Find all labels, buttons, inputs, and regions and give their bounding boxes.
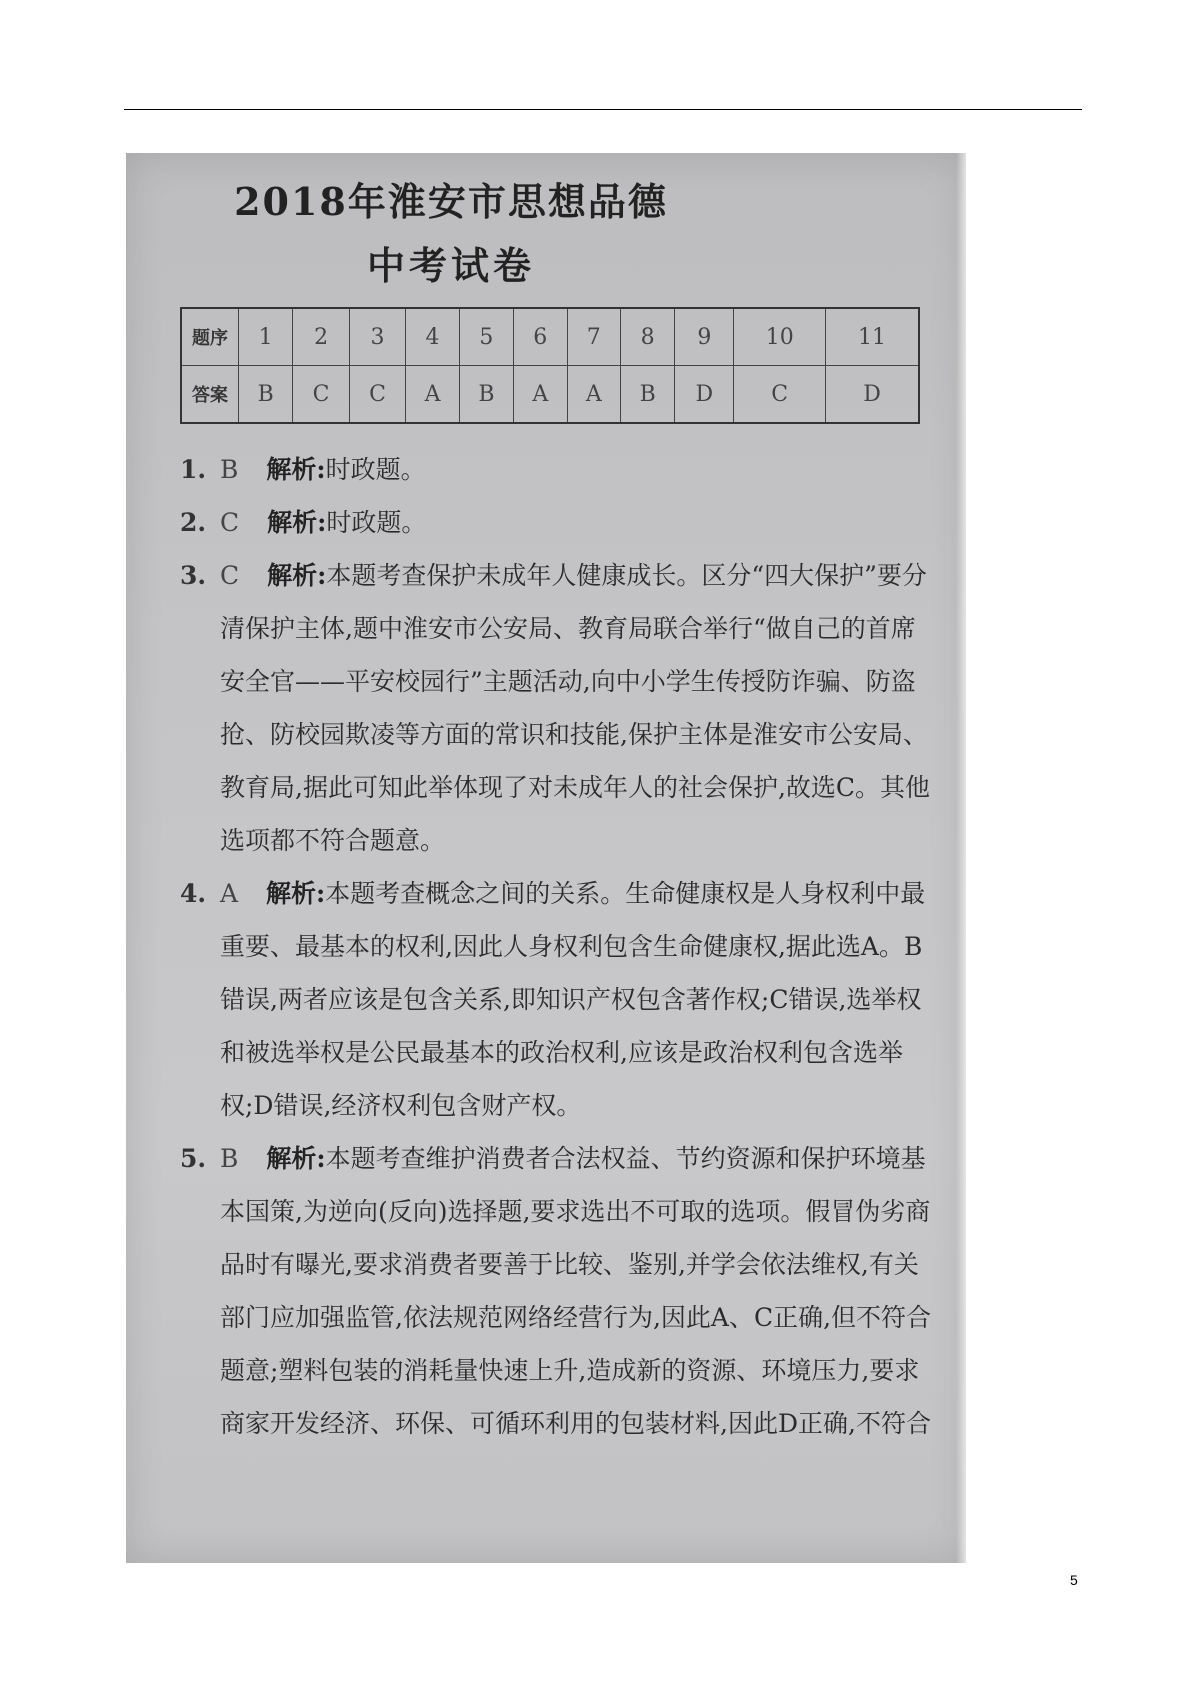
question-number: 9 (675, 308, 734, 366)
item-keyword: 解析: (267, 561, 327, 590)
header-rule (124, 109, 1082, 110)
question-number: 2 (293, 308, 349, 366)
item-number: 4. (180, 879, 207, 908)
item-answer: C (220, 508, 240, 537)
item-answer: A (220, 879, 239, 908)
document-title: 2018年淮安市思想品德 (234, 179, 668, 224)
answer-cell: B (620, 366, 674, 424)
item-keyword: 解析: (266, 1144, 326, 1173)
item-text: 时政题。 (326, 508, 427, 537)
explanation-item-4 (180, 867, 940, 1132)
number-row-header: 题序 (181, 308, 239, 366)
explanation-item-2 (180, 496, 940, 549)
explanation-list (180, 443, 940, 1450)
answer-cell: D (675, 366, 734, 424)
item-keyword: 解析: (266, 879, 326, 908)
answer-table-number-row (181, 308, 919, 366)
scanned-page (126, 153, 966, 1563)
item-keyword: 解析: (266, 455, 326, 484)
question-number: 3 (349, 308, 405, 366)
item-number: 5. (180, 1144, 207, 1173)
explanation-item-1 (180, 443, 940, 496)
question-number: 4 (406, 308, 459, 366)
answer-cell: D (826, 366, 919, 424)
answer-cell: A (406, 366, 459, 424)
item-number: 3. (180, 561, 207, 590)
item-answer: B (220, 1144, 239, 1173)
item-text: 本题考查保护未成年人健康成长。区分“四大保护”要分清保护主体,题中淮安市公安局、教育局联合举行“做自己的首席安全官——平安校园行”主题活动,向中小学生传授防诈骗、防盗抢、防校园欺凌等方面的常识和技能,保护主体是淮安市公安局、教育局,据此可知此举体现了对未成年人的社会保护,故选C。其他选项都不符合题意。 (220, 561, 931, 855)
question-number: 5 (459, 308, 513, 366)
item-number: 2. (180, 508, 207, 537)
document-subtitle: 中考试卷 (366, 243, 535, 288)
page-number: 5 (1070, 1572, 1078, 1588)
question-number: 8 (620, 308, 674, 366)
item-keyword: 解析: (267, 508, 327, 537)
explanation-item-5 (180, 1132, 940, 1450)
answer-cell: C (734, 366, 826, 424)
answer-table-answer-row (181, 366, 919, 424)
answer-table (180, 307, 920, 424)
question-number: 10 (734, 308, 826, 366)
question-number: 1 (239, 308, 293, 366)
answer-cell: B (239, 366, 293, 424)
answer-row-header: 答案 (181, 366, 239, 424)
question-number: 7 (567, 308, 620, 366)
answer-cell: A (567, 366, 620, 424)
explanation-item-3 (180, 549, 940, 867)
answer-cell: C (349, 366, 405, 424)
item-answer: C (220, 561, 240, 590)
item-text: 时政题。 (325, 455, 426, 484)
item-text: 本题考查维护消费者合法权益、节约资源和保护环境基本国策,为逆向(反向)选择题,要求选出不可取的选项。假冒伪劣商品时有曝光,要求消费者要善于比较、鉴别,并学会依法维权,有关部门应加强监管,依法规范网络经营行为,因此A、C正确,但不符合题意;塑料包装的消耗量快速上升,造成新的资源、环境压力,要求商家开发经济、环保、可循环利用的包装材料,因此D正确,不符合 (220, 1144, 932, 1438)
question-number: 11 (826, 308, 919, 366)
answer-cell: A (514, 366, 567, 424)
question-number: 6 (514, 308, 567, 366)
item-number: 1. (180, 455, 207, 484)
answer-cell: C (293, 366, 349, 424)
scan-edge (956, 153, 966, 1563)
answer-cell: B (459, 366, 513, 424)
item-answer: B (220, 455, 239, 484)
item-text: 本题考查概念之间的关系。生命健康权是人身权利中最重要、最基本的权利,因此人身权利包含生命健康权,据此选A。B错误,两者应该是包含关系,即知识产权包含著作权;C错误,选举权和被选举权是公民最基本的政治权利,应该是政治权利包含选举权;D错误,经济权利包含财产权。 (220, 879, 926, 1120)
